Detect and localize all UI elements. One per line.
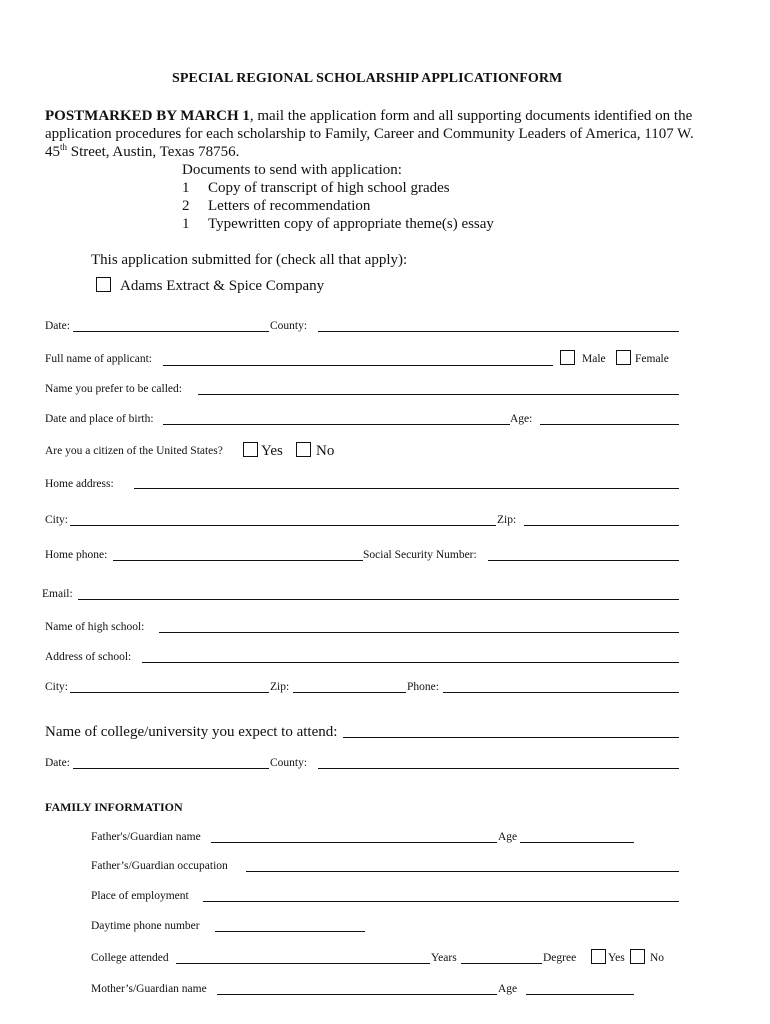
employment-label: Place of employment: [91, 890, 189, 902]
degree-yes-checkbox[interactable]: [591, 949, 606, 964]
county-label: County:: [270, 320, 308, 332]
father-occupation-field[interactable]: [246, 871, 679, 872]
degree-no-checkbox[interactable]: [630, 949, 645, 964]
document-text: Copy of transcript of high school grades: [208, 180, 450, 196]
school-phone-field[interactable]: [443, 692, 679, 693]
school-address-field[interactable]: [142, 662, 679, 663]
citizen-no-checkbox[interactable]: [296, 442, 311, 457]
county-label-2: County:: [270, 757, 308, 769]
degree-yes-label: Yes: [608, 952, 625, 964]
full-name-label: Full name of applicant:: [45, 353, 152, 365]
school-city-label: City:: [45, 681, 69, 693]
submitted-for-prompt: This application submitted for (check all that apply):: [91, 252, 408, 268]
county-field-2[interactable]: [318, 768, 679, 769]
college-label: Name of college/university you expect to attend:: [45, 724, 338, 740]
school-address-label: Address of school:: [45, 651, 132, 663]
preferred-name-field[interactable]: [198, 394, 679, 395]
city-field[interactable]: [70, 525, 496, 526]
school-zip-field[interactable]: [293, 692, 406, 693]
intro-street-rest: Street, Austin, Texas 78756.: [67, 144, 240, 160]
home-address-field[interactable]: [134, 488, 679, 489]
documents-heading: Documents to send with application:: [182, 162, 402, 178]
ssn-label: Social Security Number:: [363, 549, 477, 561]
document-qty: 2: [182, 198, 190, 214]
intro-line-1-text: , mail the application form and all supporting documents identified on the: [249, 108, 693, 124]
school-phone-label: Phone:: [407, 681, 439, 693]
adams-label: Adams Extract & Spice Company: [120, 278, 325, 294]
mother-name-label: Mother’s/Guardian name: [91, 983, 207, 995]
date-label-2: Date:: [45, 757, 70, 769]
document-item: [182, 215, 494, 233]
father-occupation-label: Father’s/Guardian occupation: [91, 860, 228, 872]
daytime-phone-label: Daytime phone number: [91, 920, 200, 932]
email-label: Email:: [42, 588, 73, 600]
city-label: City:: [45, 514, 69, 526]
document-text: Letters of recommendation: [208, 198, 371, 214]
citizen-no-label: No: [316, 443, 335, 459]
zip-field[interactable]: [524, 525, 679, 526]
age-label: Age:: [510, 413, 533, 425]
full-name-field[interactable]: [163, 365, 553, 366]
college-field[interactable]: [343, 737, 679, 738]
citizen-yes-label: Yes: [261, 443, 283, 459]
birth-field[interactable]: [163, 424, 510, 425]
citizen-label: Are you a citizen of the United States?: [45, 445, 223, 457]
home-phone-field[interactable]: [113, 560, 363, 561]
college-attended-field[interactable]: [176, 963, 430, 964]
zip-label: Zip:: [497, 514, 517, 526]
preferred-name-label: Name you prefer to be called:: [45, 383, 182, 395]
date-label: Date:: [45, 320, 70, 332]
male-label: Male: [582, 353, 606, 365]
female-checkbox[interactable]: [616, 350, 631, 365]
high-school-label: Name of high school:: [45, 621, 145, 633]
employment-field[interactable]: [203, 901, 679, 902]
daytime-phone-field[interactable]: [215, 931, 365, 932]
home-address-label: Home address:: [45, 478, 114, 490]
father-age-label: Age: [498, 831, 518, 843]
citizen-yes-checkbox[interactable]: [243, 442, 258, 457]
school-zip-label: Zip:: [270, 681, 290, 693]
document-qty: 1: [182, 216, 190, 232]
document-text: Typewritten copy of appropriate theme(s) essay: [208, 216, 494, 232]
mother-age-label: Age: [498, 983, 518, 995]
birth-label: Date and place of birth:: [45, 413, 154, 425]
years-field[interactable]: [461, 963, 542, 964]
age-field[interactable]: [540, 424, 679, 425]
female-label: Female: [635, 353, 669, 365]
ssn-field[interactable]: [488, 560, 679, 561]
intro-line-1: [45, 107, 692, 125]
document-item: [182, 179, 450, 197]
document-qty: 1: [182, 180, 190, 196]
degree-label: Degree: [543, 952, 577, 964]
date-field[interactable]: [73, 331, 269, 332]
years-label: Years: [431, 952, 457, 964]
intro-street-number: 45: [45, 144, 60, 160]
document-item: [182, 197, 370, 215]
high-school-field[interactable]: [159, 632, 679, 633]
date-field-2[interactable]: [73, 768, 269, 769]
email-field[interactable]: [78, 599, 679, 600]
mother-name-field[interactable]: [217, 994, 497, 995]
intro-line-3: [45, 143, 239, 161]
county-field[interactable]: [318, 331, 679, 332]
form-title: SPECIAL REGIONAL SCHOLARSHIP APPLICATIONFORM: [172, 71, 563, 86]
father-name-field[interactable]: [211, 842, 497, 843]
school-city-field[interactable]: [70, 692, 269, 693]
male-checkbox[interactable]: [560, 350, 575, 365]
family-heading: FAMILY INFORMATION: [45, 800, 183, 814]
college-attended-label: College attended: [91, 952, 169, 964]
degree-no-label: No: [650, 952, 665, 964]
postmark-deadline: POSTMARKED BY MARCH 1: [45, 108, 250, 124]
father-name-label: Father's/Guardian name: [91, 831, 201, 843]
intro-line-2: application procedures for each scholarship to Family, Career and Community Leaders of America, 1107 W.: [45, 126, 694, 142]
father-age-field[interactable]: [520, 842, 634, 843]
mother-age-field[interactable]: [526, 994, 634, 995]
intro-street-suffix: th: [60, 142, 68, 152]
adams-checkbox[interactable]: [96, 277, 111, 292]
home-phone-label: Home phone:: [45, 549, 108, 561]
